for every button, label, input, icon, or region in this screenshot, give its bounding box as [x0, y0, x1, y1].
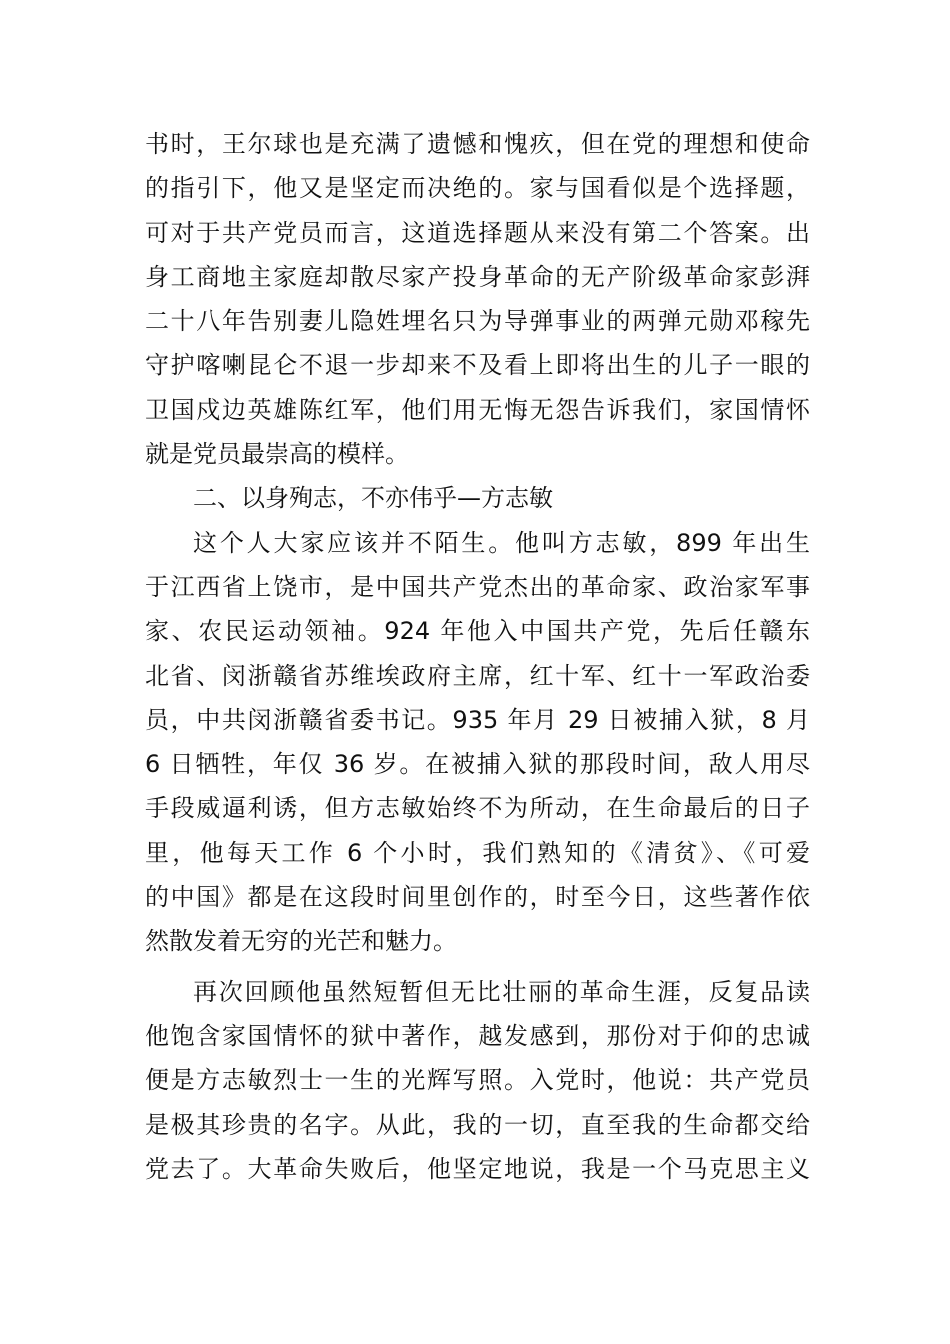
- text-line-15: 6 日牺牲，年仅 36 岁。在被捕入狱的那段时间，敌人用尽: [145, 750, 810, 779]
- text-line-5: 二十八年告别妻儿隐姓埋名只为导弹事业的两弹元勋邓稼先: [145, 307, 810, 336]
- text-line-24: 党去了。大革命失败后，他坚定地说，我是一个马克思主义: [145, 1154, 810, 1183]
- text-line-12: 家、农民运动领袖。924 年他入中国共产党，先后任赣东: [145, 617, 810, 646]
- text-line-2: 的指引下，他又是坚定而决绝的。家与国看似是个选择题，: [145, 174, 810, 203]
- text-line-14: 员，中共闵浙赣省委书记。935 年月 29 日被捕入狱，8 月: [145, 705, 810, 734]
- text-line-1: 书时，王尔球也是充满了遗憾和愧疚，但在党的理想和使命: [145, 130, 810, 158]
- section-heading: 二、以身殉志，不亦伟乎—方志敏: [193, 484, 553, 513]
- text-line-18: 的中国》都是在这段时间里创作的，时至今日，这些著作依: [145, 883, 810, 912]
- text-line-16: 手段威逼利诱，但方志敏始终不为所动，在生命最后的日子: [145, 794, 810, 823]
- text-line-7: 卫国戍边英雄陈红军，他们用无悔无怨告诉我们，家国情怀: [145, 395, 810, 424]
- text-line-20: 再次回顾他虽然短暂但无比壮丽的革命生涯，反复品读: [193, 977, 810, 1006]
- text-line-6: 守护喀喇昆仑不退一步却来不及看上即将出生的儿子一眼的: [145, 351, 810, 380]
- text-line-3: 可对于共产党员而言，这道选择题从来没有第二个答案。出: [145, 218, 810, 247]
- text-line-13: 北省、闵浙赣省苏维埃政府主席，红十军、红十一军政治委: [145, 661, 810, 690]
- text-line-23: 是极其珍贵的名字。从此，我的一切，直至我的生命都交给: [145, 1110, 810, 1139]
- text-line-19: 然散发着无穷的光芒和魅力。: [145, 927, 457, 956]
- text-line-11: 于江西省上饶市，是中国共产党杰出的革命家、政治家军事: [145, 572, 810, 601]
- text-line-10: 这个人大家应该并不陌生。他叫方志敏，899 年出生: [193, 528, 810, 557]
- text-line-4: 身工商地主家庭却散尽家产投身革命的无产阶级革命家彭湃: [145, 262, 810, 291]
- text-line-21: 他饱含家国情怀的狱中著作，越发感到，那份对于仰的忠诚: [145, 1021, 810, 1050]
- text-line-22: 便是方志敏烈士一生的光辉写照。入党时，他说：共产党员: [145, 1066, 810, 1095]
- body-text: [145, 122, 810, 1191]
- text-line-17: 里，他每天工作 6 个小时，我们熟知的《清贫》、《可爱: [145, 838, 810, 867]
- text-line-8: 就是党员最崇高的模样。: [145, 440, 409, 469]
